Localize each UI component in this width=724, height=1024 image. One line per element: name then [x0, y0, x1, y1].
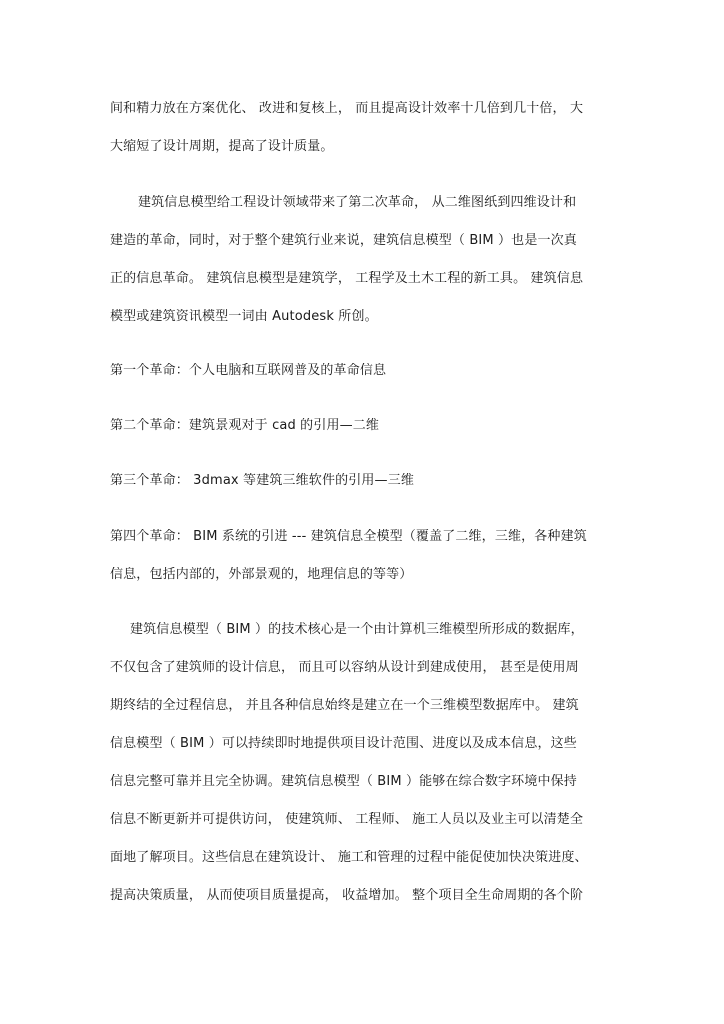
text-line-12: 建筑信息模型（ BIM ）的技术核心是一个由计算机三维模型所形成的数据库， [130, 622, 584, 637]
text-line-10: 第四个革命： BIM 系统的引进 --- 建筑信息全模型（覆盖了二维，三维，各种建筑 [110, 529, 587, 544]
text-line-4: 建造的革命，同时，对于整个建筑行业来说，建筑信息模型（ BIM ）也是一次真 [110, 233, 577, 248]
text-line-17: 信息不断更新并可提供访问， 使建筑师、 工程师、 施工人员以及业主可以清楚全 [110, 812, 584, 827]
text-line-2: 大缩短了设计周期，提高了设计质量。 [110, 139, 334, 154]
text-line-9: 第三个革命： 3dmax 等建筑三维软件的引用—三维 [110, 473, 415, 488]
text-line-16: 信息完整可靠并且完全协调。建筑信息模型（ BIM ）能够在综合数字环境中保持 [110, 774, 577, 789]
text-line-11: 信息，包括内部的，外部景观的，地理信息的等等） [110, 567, 413, 582]
text-line-13: 不仅包含了建筑师的设计信息， 而且可以容纳从设计到建成使用， 甚至是使用周 [110, 660, 579, 675]
text-line-19: 提高决策质量， 从而使项目质量提高， 收益增加。 整个项目全生命周期的各个阶 [110, 888, 584, 903]
text-line-1: 间和精力放在方案优化、 改进和复核上， 而且提高设计效率十几倍到几十倍， 大 [110, 101, 584, 116]
text-line-15: 信息模型（ BIM ）可以持续即时地提供项目设计范围、进度以及成本信息，这些 [110, 736, 577, 751]
text-line-3: 建筑信息模型给工程设计领域带来了第二次革命， 从二维图纸到四维设计和 [138, 195, 577, 210]
text-line-7: 第一个革命：个人电脑和互联网普及的革命信息 [110, 363, 387, 378]
text-line-5: 正的信息革命。 建筑信息模型是建筑学， 工程学及土木工程的新工具。 建筑信息 [110, 271, 584, 286]
text-line-18: 面地了解项目。这些信息在建筑设计、 施工和管理的过程中能促使加快决策进度、 [110, 850, 588, 865]
text-line-6: 模型或建筑资讯模型一词由 Autodesk 所创。 [110, 309, 378, 324]
text-line-14: 期终结的全过程信息， 并且各种信息始终是建立在一个三维模型数据库中。 建筑 [110, 698, 579, 713]
text-line-8: 第二个革命：建筑景观对于 cad 的引用—二维 [110, 418, 380, 433]
